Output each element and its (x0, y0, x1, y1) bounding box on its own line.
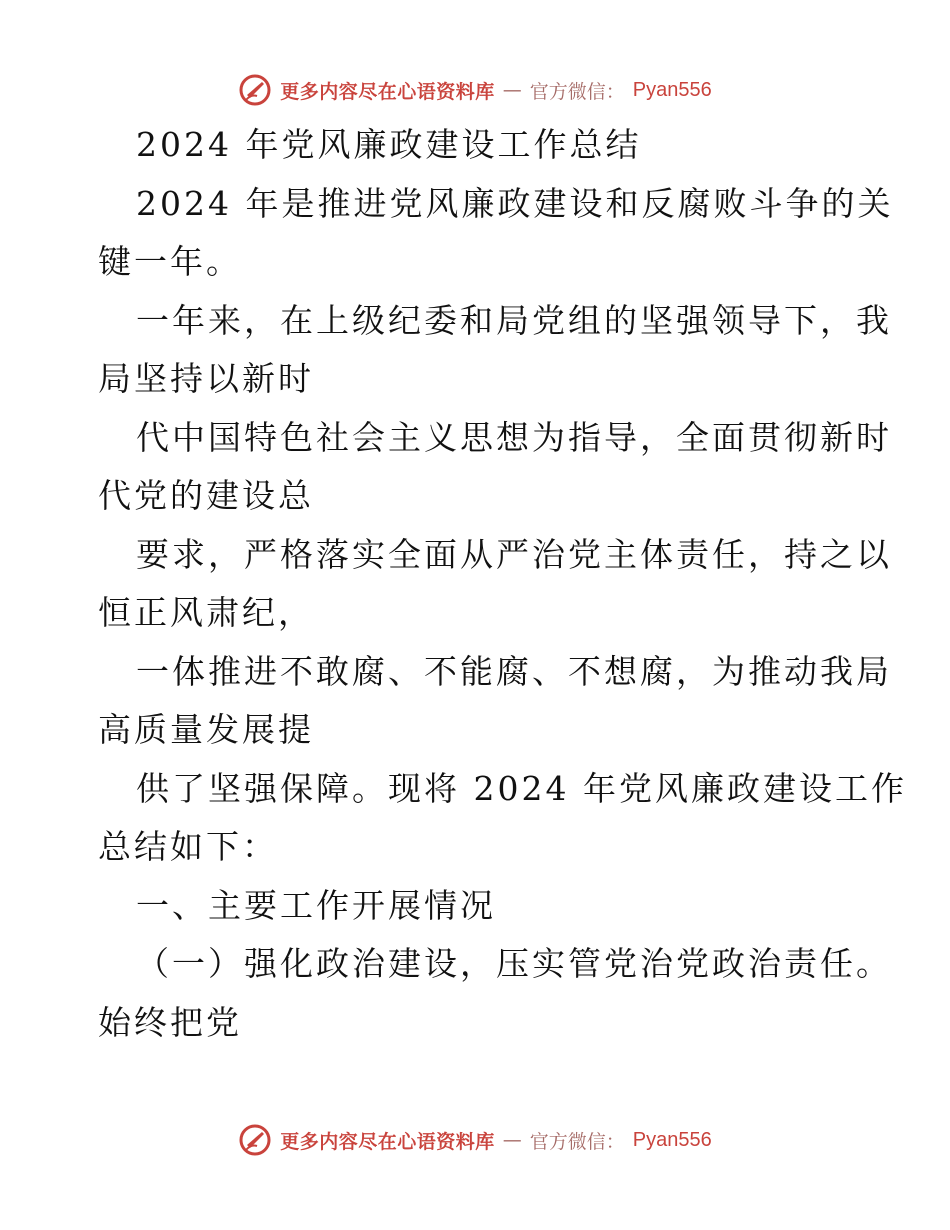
paragraph-line: 2024 年是推进党风廉政建设和反腐败斗争的关 (136, 183, 894, 223)
paragraph-line: 恒正风肃纪， (98, 593, 314, 632)
paragraph-line: 代党的建设总 (98, 476, 314, 515)
watermark-dash: — (502, 79, 522, 101)
watermark-official-label: 官方微信： (529, 1130, 625, 1153)
paragraph-line: 总结如下： (98, 827, 278, 866)
subsection-heading: （一）强化政治建设，压实管党治党政治责任。 (136, 944, 892, 983)
brand-logo-icon (238, 1123, 272, 1157)
paragraph-line: 高质量发展提 (98, 710, 314, 749)
watermark-wechat-id: Pyan556 (632, 1128, 712, 1151)
section-heading: 一、主要工作开展情况 (136, 885, 496, 925)
paragraph-line: 一年来，在上级纪委和局党组的坚强领导下，我 (136, 300, 892, 340)
paragraph-line: 代中国特色社会主义思想为指导，全面贯彻新时 (136, 417, 892, 457)
watermark-official-label: 官方微信： (529, 80, 625, 103)
paragraph-line: 一体推进不敢腐、不能腐、不想腐，为推动我局 (136, 651, 892, 691)
paragraph-line: 键一年。 (98, 242, 242, 281)
paragraph-line: 要求，严格落实全面从严治党主体责任，持之以 (136, 534, 892, 574)
footer-watermark (0, 1120, 950, 1160)
document-body (98, 116, 907, 1052)
paragraph-line: 供了坚强保障。现将 2024 年党风廉政建设工作 (136, 768, 907, 808)
watermark-dash: — (502, 1129, 522, 1151)
document-title: 2024 年党风廉政建设工作总结 (136, 125, 642, 164)
watermark-brand-text: 更多内容尽在心语资料库 (280, 80, 495, 103)
header-watermark (0, 70, 950, 110)
paragraph-line: 始终把党 (98, 1002, 242, 1042)
brand-logo-icon (238, 73, 272, 107)
watermark-wechat-id: Pyan556 (632, 78, 712, 101)
watermark-brand-text: 更多内容尽在心语资料库 (280, 1130, 495, 1153)
paragraph-line: 局坚持以新时 (98, 359, 314, 398)
